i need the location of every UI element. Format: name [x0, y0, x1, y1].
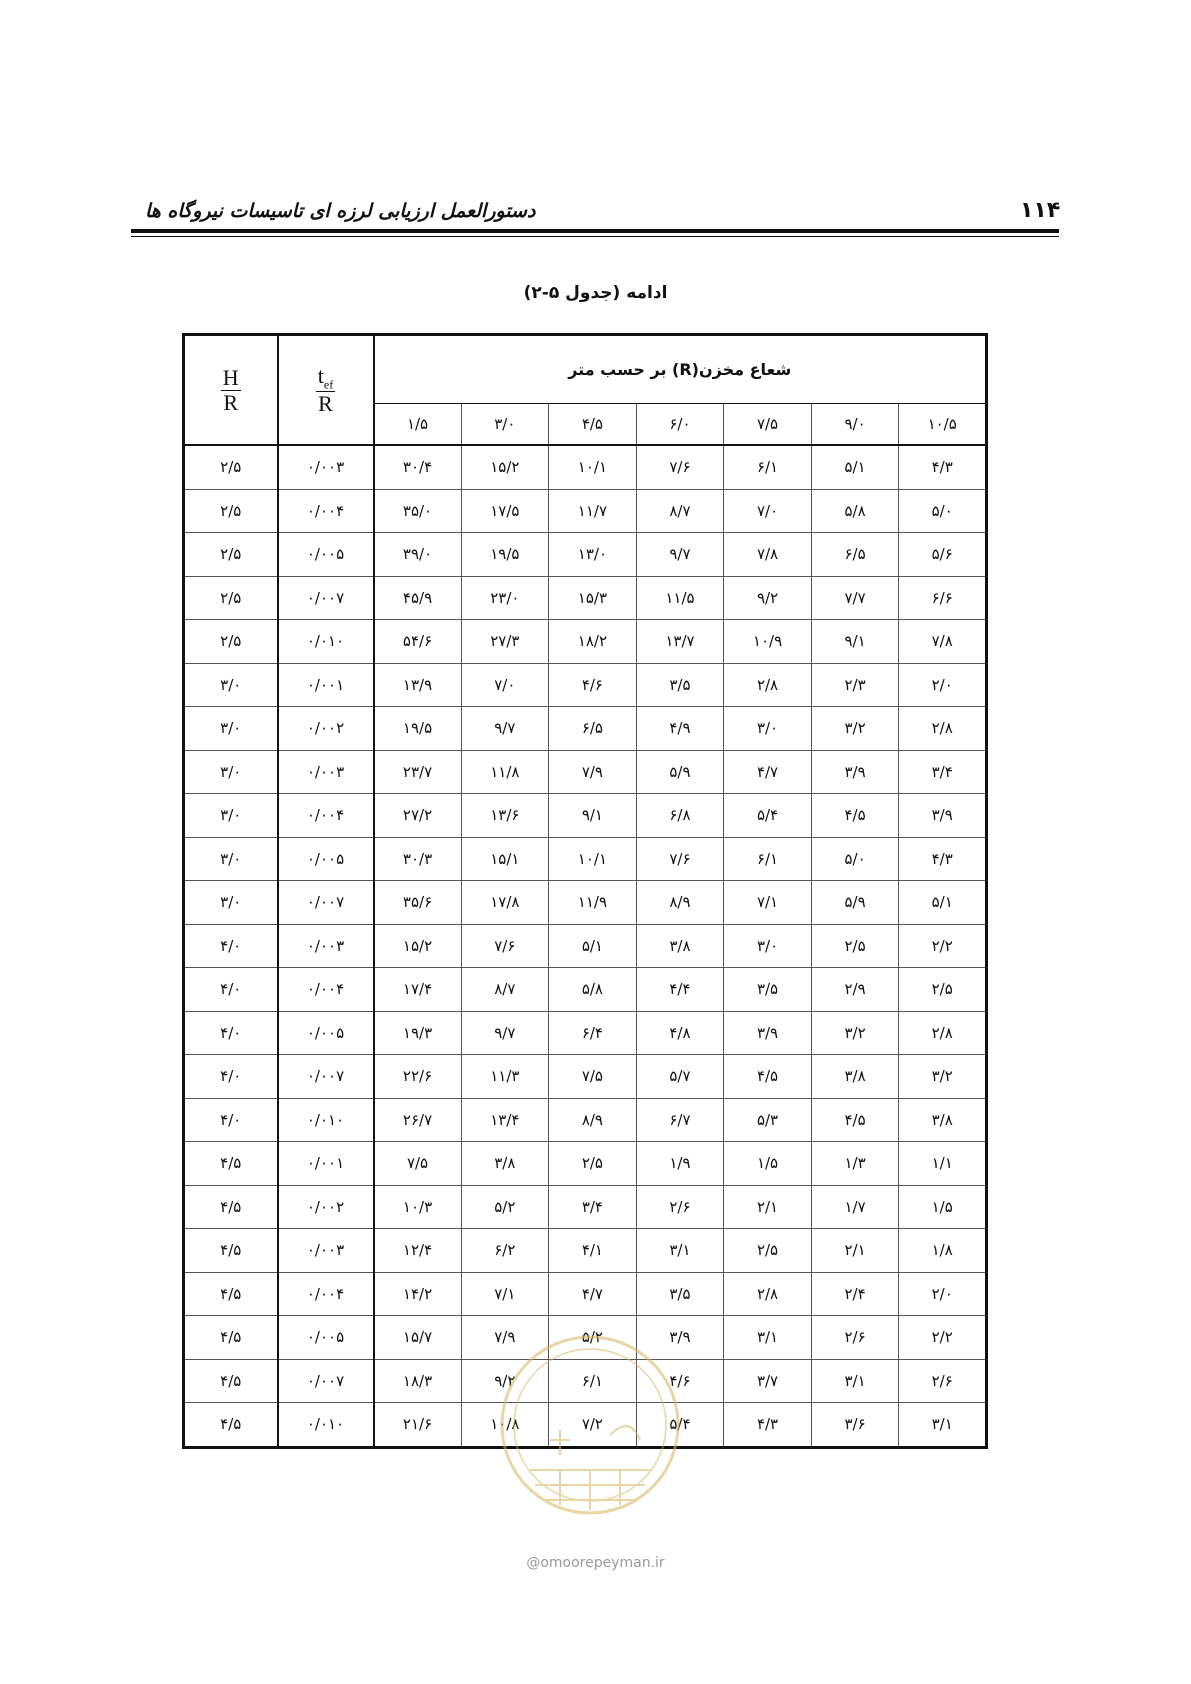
value-cell: ۹/۲ [461, 1359, 549, 1403]
value-cell: ۳/۵ [636, 1272, 724, 1316]
value-cell: ۲/۶ [899, 1359, 987, 1403]
value-cell: ۴/۷ [724, 750, 812, 794]
value-cell: ۴/۸ [636, 1011, 724, 1055]
value-cell: ۷/۶ [461, 924, 549, 968]
value-cell: ۲/۰ [899, 1272, 987, 1316]
value-cell: ۱۳/۶ [461, 794, 549, 838]
table-row [184, 1098, 987, 1142]
table-row [184, 1055, 987, 1099]
value-cell: ۴/۵ [724, 1055, 812, 1099]
fraction-numerator [316, 364, 335, 392]
table-row [184, 1272, 987, 1316]
h-over-r-cell: ۴/۰ [184, 1098, 278, 1142]
table-row [184, 663, 987, 707]
h-over-r-cell: ۴/۵ [184, 1142, 278, 1186]
value-cell: ۱۱/۹ [549, 881, 637, 925]
h-over-r-cell: ۲/۵ [184, 489, 278, 533]
value-cell: ۱۰/۱ [549, 837, 637, 881]
watermark-logo [490, 1320, 690, 1550]
tef-over-r-cell: ۰/۰۰۱ [278, 663, 374, 707]
value-cell: ۶/۱ [724, 445, 812, 489]
value-cell: ۲/۴ [811, 1272, 899, 1316]
value-cell: ۵/۲ [461, 1185, 549, 1229]
value-cell: ۵/۰ [899, 489, 987, 533]
value-cell: ۷/۵ [374, 1142, 462, 1186]
tef-over-r-cell: ۰/۰۰۷ [278, 881, 374, 925]
tef-over-r-cell: ۰/۰۰۳ [278, 924, 374, 968]
value-cell: ۳۰/۳ [374, 837, 462, 881]
value-cell: ۳۹/۰ [374, 533, 462, 577]
value-cell: ۱۳/۴ [461, 1098, 549, 1142]
running-title: دستورالعمل ارزیابی لرزه ای تاسیسات نیروگاه ها [145, 200, 536, 222]
value-cell: ۱/۵ [724, 1142, 812, 1186]
table-row [184, 881, 987, 925]
value-cell: ۱۱/۵ [636, 576, 724, 620]
value-cell: ۳/۱ [811, 1359, 899, 1403]
value-cell: ۲۳/۷ [374, 750, 462, 794]
value-cell: ۵۴/۶ [374, 620, 462, 664]
value-cell: ۱۰/۱ [549, 445, 637, 489]
value-cell: ۲/۱ [724, 1185, 812, 1229]
h-over-r-cell: ۲/۵ [184, 533, 278, 577]
value-cell: ۶/۷ [636, 1098, 724, 1142]
value-cell: ۷/۹ [461, 1316, 549, 1360]
value-cell: ۳۵/۶ [374, 881, 462, 925]
value-cell: ۲/۸ [899, 1011, 987, 1055]
value-cell: ۹/۷ [461, 1011, 549, 1055]
tef-over-r-fraction [316, 364, 335, 415]
tef-over-r-cell: ۰/۰۰۴ [278, 489, 374, 533]
value-cell: ۲/۲ [899, 924, 987, 968]
ef-subscript: ef [323, 377, 334, 392]
fraction-denominator: R [318, 391, 333, 417]
value-cell: ۵/۸ [549, 968, 637, 1012]
value-cell: ۲/۸ [724, 663, 812, 707]
value-cell: ۱۱/۳ [461, 1055, 549, 1099]
tef-over-r-cell: ۰/۰۱۰ [278, 1098, 374, 1142]
table-row [184, 968, 987, 1012]
h-over-r-cell: ۳/۰ [184, 707, 278, 751]
value-cell: ۲۶/۷ [374, 1098, 462, 1142]
page-number: ۱۱۴ [1020, 198, 1061, 223]
value-cell: ۱۳/۹ [374, 663, 462, 707]
tef-over-r-cell: ۰/۰۰۴ [278, 794, 374, 838]
h-over-r-cell: ۳/۰ [184, 794, 278, 838]
value-cell: ۵/۹ [811, 881, 899, 925]
value-cell: ۱۱/۸ [461, 750, 549, 794]
tef-over-r-cell: ۰/۰۰۷ [278, 1359, 374, 1403]
h-over-r-cell: ۴/۵ [184, 1185, 278, 1229]
value-cell: ۵/۹ [636, 750, 724, 794]
value-cell: ۵/۴ [636, 1403, 724, 1448]
value-cell: ۲/۰ [899, 663, 987, 707]
radius-value-header: ۴/۵ [549, 404, 637, 446]
tef-over-r-cell: ۰/۰۰۵ [278, 1316, 374, 1360]
value-cell: ۱۰/۸ [461, 1403, 549, 1448]
value-cell: ۴/۵ [811, 794, 899, 838]
value-cell: ۱۳/۰ [549, 533, 637, 577]
value-cell: ۳/۱ [636, 1229, 724, 1273]
value-cell: ۲۷/۲ [374, 794, 462, 838]
table-row [184, 707, 987, 751]
table-row [184, 576, 987, 620]
value-cell: ۶/۶ [899, 576, 987, 620]
h-over-r-cell: ۴/۵ [184, 1272, 278, 1316]
value-cell: ۳/۴ [549, 1185, 637, 1229]
tef-over-r-cell: ۰/۰۰۳ [278, 1229, 374, 1273]
value-cell: ۷/۸ [899, 620, 987, 664]
value-cell: ۵/۸ [811, 489, 899, 533]
radius-value-header: ۶/۰ [636, 404, 724, 446]
value-cell: ۲/۵ [899, 968, 987, 1012]
value-cell: ۱۹/۵ [374, 707, 462, 751]
watermark-emblems [550, 1426, 640, 1455]
tef-over-r-cell: ۰/۰۰۳ [278, 445, 374, 489]
tef-over-r-cell: ۰/۰۰۵ [278, 837, 374, 881]
value-cell: ۵/۷ [636, 1055, 724, 1099]
h-over-r-cell: ۴/۵ [184, 1403, 278, 1448]
value-cell: ۳/۴ [899, 750, 987, 794]
header-rule-thick [131, 229, 1059, 233]
value-cell: ۷/۲ [549, 1403, 637, 1448]
table-row [184, 1185, 987, 1229]
value-cell: ۴/۱ [549, 1229, 637, 1273]
footer-url: @omoorepeyman.ir [526, 1555, 665, 1571]
value-cell: ۸/۷ [461, 968, 549, 1012]
tef-over-r-cell: ۰/۰۰۲ [278, 1185, 374, 1229]
value-cell: ۷/۰ [724, 489, 812, 533]
h-over-r-cell: ۴/۰ [184, 968, 278, 1012]
value-cell: ۱۵/۷ [374, 1316, 462, 1360]
value-cell: ۵/۱ [549, 924, 637, 968]
value-cell: ۳/۱ [724, 1316, 812, 1360]
value-cell: ۶/۱ [724, 837, 812, 881]
radius-header: شعاع مخزن(R) بر حسب متر [374, 335, 987, 404]
value-cell: ۲/۸ [899, 707, 987, 751]
value-cell: ۲/۲ [899, 1316, 987, 1360]
table-row [184, 489, 987, 533]
value-cell: ۴/۹ [636, 707, 724, 751]
value-cell: ۳/۰ [724, 924, 812, 968]
value-cell: ۴/۶ [636, 1359, 724, 1403]
h-over-r-cell: ۴/۵ [184, 1316, 278, 1360]
table-row [184, 533, 987, 577]
value-cell: ۳/۸ [811, 1055, 899, 1099]
value-cell: ۱/۸ [899, 1229, 987, 1273]
value-cell: ۹/۲ [724, 576, 812, 620]
value-cell: ۶/۲ [461, 1229, 549, 1273]
h-over-r-cell: ۴/۵ [184, 1359, 278, 1403]
tef-over-r-cell: ۰/۰۰۷ [278, 1055, 374, 1099]
value-cell: ۷/۰ [461, 663, 549, 707]
value-cell: ۲۳/۰ [461, 576, 549, 620]
value-cell: ۲/۵ [811, 924, 899, 968]
value-cell: ۴/۶ [549, 663, 637, 707]
header-tef-over-r [278, 335, 374, 446]
h-over-r-cell: ۳/۰ [184, 663, 278, 707]
fraction-denominator: R [223, 389, 239, 415]
value-cell: ۷/۱ [724, 881, 812, 925]
value-cell: ۵/۶ [899, 533, 987, 577]
value-cell: ۱۸/۳ [374, 1359, 462, 1403]
radius-value-header: ۹/۰ [811, 404, 899, 446]
value-cell: ۳۰/۴ [374, 445, 462, 489]
h-over-r-cell: ۴/۰ [184, 924, 278, 968]
table-caption: ادامه (جدول ۵-۲) [523, 283, 668, 303]
value-cell: ۵/۴ [724, 794, 812, 838]
value-cell: ۱۹/۵ [461, 533, 549, 577]
data-table [182, 333, 988, 1449]
value-cell: ۲/۶ [811, 1316, 899, 1360]
table-row [184, 1011, 987, 1055]
value-cell: ۷/۷ [811, 576, 899, 620]
value-cell: ۴/۵ [811, 1098, 899, 1142]
value-cell: ۲/۱ [811, 1229, 899, 1273]
value-cell: ۱۵/۱ [461, 837, 549, 881]
value-cell: ۸/۷ [636, 489, 724, 533]
value-cell: ۹/۱ [549, 794, 637, 838]
table-body [184, 445, 987, 1447]
h-over-r-cell: ۴/۵ [184, 1229, 278, 1273]
h-over-r-fraction [221, 366, 241, 413]
value-cell: ۹/۷ [461, 707, 549, 751]
value-cell: ۹/۱ [811, 620, 899, 664]
tef-over-r-cell: ۰/۰۱۰ [278, 620, 374, 664]
value-cell: ۴/۳ [899, 445, 987, 489]
h-over-r-cell: ۲/۵ [184, 576, 278, 620]
table-row [184, 620, 987, 664]
t-symbol: t [317, 363, 324, 389]
value-cell: ۵/۰ [811, 837, 899, 881]
table-row [184, 924, 987, 968]
tef-over-r-cell: ۰/۰۰۱ [278, 1142, 374, 1186]
value-cell: ۲۲/۶ [374, 1055, 462, 1099]
value-cell: ۱۷/۵ [461, 489, 549, 533]
value-cell: ۵/۱ [899, 881, 987, 925]
value-cell: ۷/۶ [636, 445, 724, 489]
value-cell: ۳۵/۰ [374, 489, 462, 533]
table-row [184, 1229, 987, 1273]
value-cell: ۳/۱ [899, 1403, 987, 1448]
value-cell: ۲/۸ [724, 1272, 812, 1316]
value-cell: ۱۵/۳ [549, 576, 637, 620]
value-cell: ۷/۸ [724, 533, 812, 577]
h-over-r-cell: ۴/۰ [184, 1055, 278, 1099]
value-cell: ۱۵/۲ [461, 445, 549, 489]
value-cell: ۵/۲ [549, 1316, 637, 1360]
value-cell: ۶/۵ [811, 533, 899, 577]
value-cell: ۳/۶ [811, 1403, 899, 1448]
value-cell: ۲/۵ [724, 1229, 812, 1273]
value-cell: ۳/۸ [899, 1098, 987, 1142]
value-cell: ۳/۲ [899, 1055, 987, 1099]
tef-over-r-cell: ۰/۰۰۵ [278, 533, 374, 577]
value-cell: ۷/۱ [461, 1272, 549, 1316]
tef-over-r-cell: ۰/۰۰۵ [278, 1011, 374, 1055]
value-cell: ۱۰/۹ [724, 620, 812, 664]
value-cell: ۳/۲ [811, 1011, 899, 1055]
h-over-r-cell: ۳/۰ [184, 750, 278, 794]
value-cell: ۳/۹ [811, 750, 899, 794]
value-cell: ۱۷/۴ [374, 968, 462, 1012]
radius-value-header: ۱۰/۵ [899, 404, 987, 446]
value-cell: ۱۷/۸ [461, 881, 549, 925]
value-cell: ۳/۵ [724, 968, 812, 1012]
value-cell: ۲/۵ [549, 1142, 637, 1186]
value-cell: ۲/۹ [811, 968, 899, 1012]
value-cell: ۱۲/۴ [374, 1229, 462, 1273]
value-cell: ۴/۴ [636, 968, 724, 1012]
table-row [184, 445, 987, 489]
tef-over-r-cell: ۰/۰۰۲ [278, 707, 374, 751]
value-cell: ۱/۱ [899, 1142, 987, 1186]
value-cell: ۴/۳ [899, 837, 987, 881]
tef-over-r-cell: ۰/۰۰۷ [278, 576, 374, 620]
value-cell: ۳/۹ [899, 794, 987, 838]
value-cell: ۸/۹ [636, 881, 724, 925]
value-cell: ۱/۷ [811, 1185, 899, 1229]
radius-value-header: ۱/۵ [374, 404, 462, 446]
value-cell: ۶/۱ [549, 1359, 637, 1403]
value-cell: ۶/۴ [549, 1011, 637, 1055]
value-cell: ۷/۵ [549, 1055, 637, 1099]
tef-over-r-cell: ۰/۰۰۴ [278, 968, 374, 1012]
h-over-r-cell: ۲/۵ [184, 620, 278, 664]
value-cell: ۷/۶ [636, 837, 724, 881]
value-cell: ۶/۸ [636, 794, 724, 838]
value-cell: ۳/۰ [724, 707, 812, 751]
table-row [184, 837, 987, 881]
fraction-numerator: H [222, 365, 239, 391]
value-cell: ۱۳/۷ [636, 620, 724, 664]
h-over-r-cell: ۳/۰ [184, 881, 278, 925]
value-cell: ۴/۳ [724, 1403, 812, 1448]
tef-over-r-cell: ۰/۰۱۰ [278, 1403, 374, 1448]
value-cell: ۵/۱ [811, 445, 899, 489]
radius-value-header: ۷/۵ [724, 404, 812, 446]
value-cell: ۱۱/۷ [549, 489, 637, 533]
table-row [184, 794, 987, 838]
table-row [184, 750, 987, 794]
value-cell: ۲/۳ [811, 663, 899, 707]
radius-value-header: ۳/۰ [461, 404, 549, 446]
value-cell: ۳/۷ [724, 1359, 812, 1403]
value-cell: ۱۴/۲ [374, 1272, 462, 1316]
value-cell: ۴۵/۹ [374, 576, 462, 620]
value-cell: ۹/۷ [636, 533, 724, 577]
value-cell: ۷/۹ [549, 750, 637, 794]
header-rule-thin [131, 236, 1059, 237]
value-cell: ۱۵/۲ [374, 924, 462, 968]
value-cell: ۸/۹ [549, 1098, 637, 1142]
value-cell: ۱/۳ [811, 1142, 899, 1186]
table-row [184, 1142, 987, 1186]
value-cell: ۱/۹ [636, 1142, 724, 1186]
h-over-r-cell: ۳/۰ [184, 837, 278, 881]
value-cell: ۳/۹ [636, 1316, 724, 1360]
value-cell: ۳/۹ [724, 1011, 812, 1055]
value-cell: ۱/۵ [899, 1185, 987, 1229]
value-cell: ۳/۸ [461, 1142, 549, 1186]
value-cell: ۲/۶ [636, 1185, 724, 1229]
value-cell: ۳/۸ [636, 924, 724, 968]
tef-over-r-cell: ۰/۰۰۳ [278, 750, 374, 794]
header-h-over-r [184, 335, 278, 446]
h-over-r-cell: ۴/۰ [184, 1011, 278, 1055]
value-cell: ۶/۵ [549, 707, 637, 751]
value-cell: ۳/۲ [811, 707, 899, 751]
value-cell: ۴/۷ [549, 1272, 637, 1316]
value-cell: ۲۱/۶ [374, 1403, 462, 1448]
h-over-r-cell: ۲/۵ [184, 445, 278, 489]
value-cell: ۵/۳ [724, 1098, 812, 1142]
tef-over-r-cell: ۰/۰۰۴ [278, 1272, 374, 1316]
value-cell: ۱۰/۳ [374, 1185, 462, 1229]
value-cell: ۳/۵ [636, 663, 724, 707]
value-cell: ۲۷/۳ [461, 620, 549, 664]
value-cell: ۱۸/۲ [549, 620, 637, 664]
value-cell: ۱۹/۳ [374, 1011, 462, 1055]
